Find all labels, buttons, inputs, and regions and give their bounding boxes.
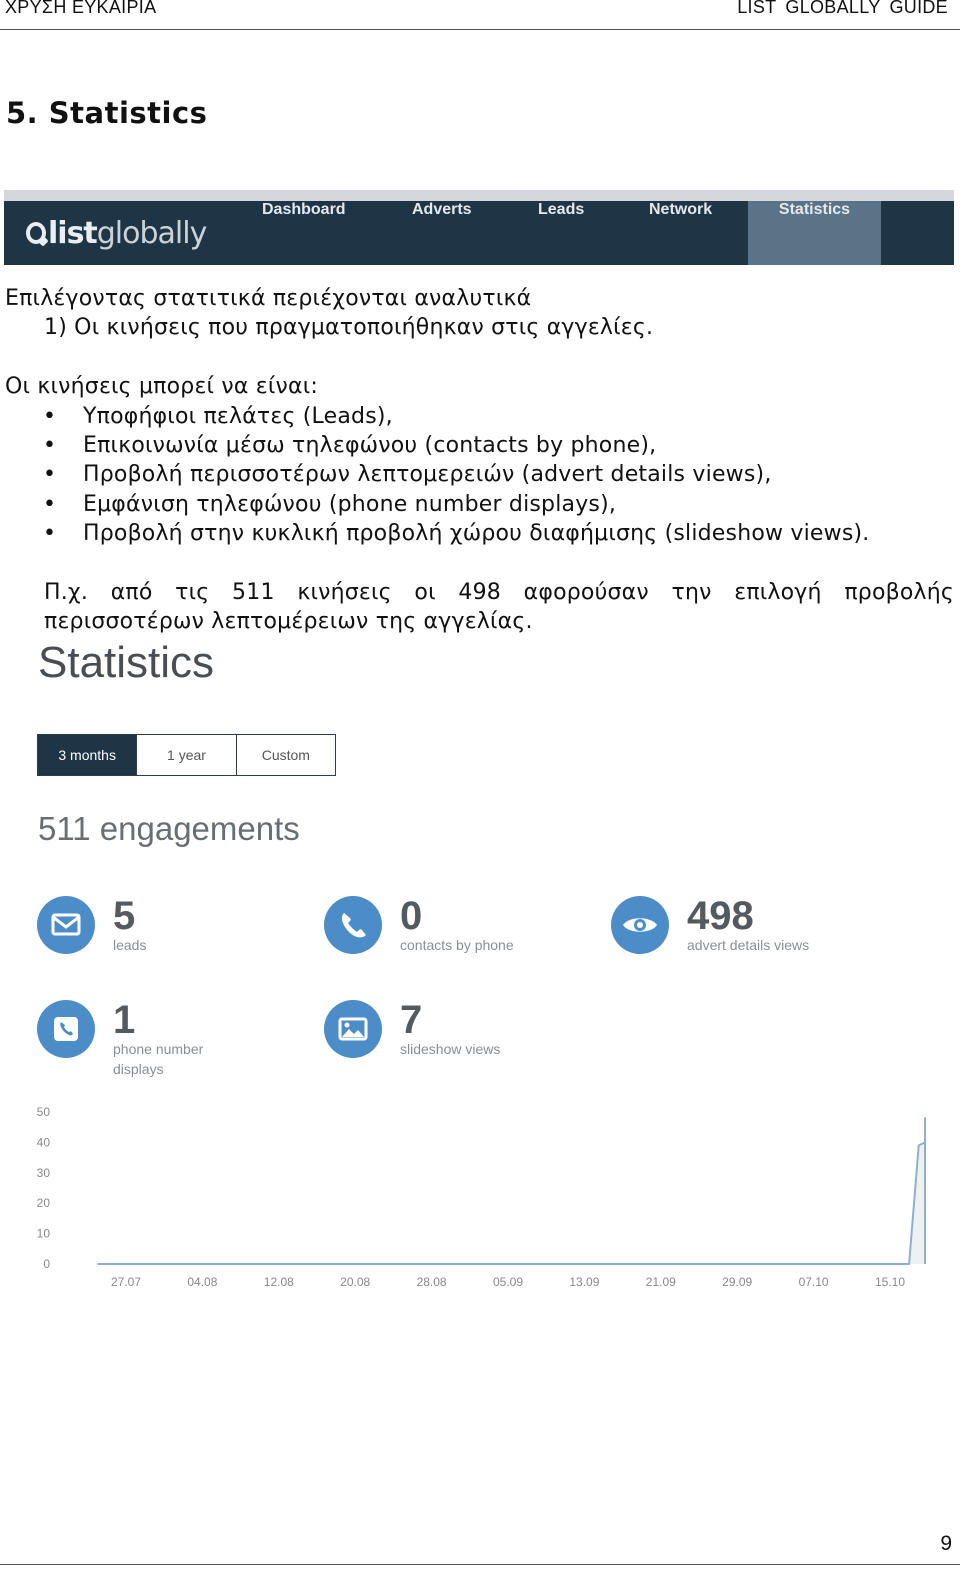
series-line (97, 1118, 925, 1264)
y-tick-label: 20 (36, 1196, 50, 1211)
intro-line-1: Επιλέγοντας στατιτικά περιέχονται αναλυτικά (5, 286, 532, 311)
x-tick-label: 12.08 (263, 1275, 294, 1289)
bullet-dot: • (43, 521, 56, 546)
envelope-icon (37, 896, 95, 954)
metric-label-phone-displays-line2: displays (113, 1061, 164, 1077)
intro-line-3: Οι κινήσεις μπορεί να είναι: (5, 374, 318, 399)
y-tick-label: 0 (43, 1257, 50, 1271)
bullet-item: Προβολή περισσοτέρων λεπτομερειών (advert details views), (83, 462, 772, 487)
eye-icon (611, 896, 669, 954)
x-tick-label: 28.08 (416, 1275, 447, 1289)
x-tick-label: 07.10 (798, 1275, 829, 1289)
x-tick-label: 15.10 (874, 1275, 906, 1289)
navbar (4, 201, 954, 265)
metric-value-phone-displays: 1 (113, 998, 136, 1042)
engagements-chart (0, 1100, 960, 1300)
phone-icon (324, 896, 382, 954)
bullet-item: Επικοινωνία μέσω τηλεφώνου (contacts by phone), (83, 433, 657, 458)
bullet-item: Εμφάνιση τηλεφώνου (phone number displays), (83, 492, 617, 517)
y-tick-label: 40 (36, 1135, 50, 1150)
series-area (97, 1118, 925, 1264)
tab-custom[interactable]: Custom (236, 735, 335, 775)
metric-value-contacts: 0 (400, 894, 423, 938)
example-line-2: περισσοτέρων λεπτομέρειων της αγγελίας. (44, 609, 533, 634)
metric-value-slideshow: 7 (400, 998, 423, 1042)
y-tick-label: 10 (36, 1226, 50, 1241)
image-icon (324, 1000, 382, 1058)
example-line-1: Π.χ. από τις 511 κινήσεις οι 498 αφορούσαν την επιλογή προβολής (44, 580, 954, 605)
metric-label-phone-displays-line1: phone number (113, 1041, 204, 1057)
bullet-dot: • (43, 462, 56, 487)
footer-rule (0, 1564, 960, 1565)
nav-item-adverts[interactable]: Adverts (412, 201, 472, 218)
x-tick-label: 27.07 (110, 1275, 142, 1289)
metric-value-leads: 5 (113, 894, 136, 938)
logo-text-bold: list (48, 215, 97, 251)
metric-label-contacts: contacts by phone (400, 937, 514, 953)
page-number: 9 (940, 1532, 952, 1555)
x-tick-label: 29.09 (722, 1275, 753, 1289)
logo[interactable] (26, 215, 206, 251)
running-header (0, 0, 960, 30)
tab-1-year[interactable]: 1 year (136, 735, 235, 775)
period-tabs (37, 734, 336, 776)
nav-item-statistics[interactable]: Statistics (748, 201, 881, 265)
metric-label-advert-views: advert details views (687, 937, 810, 953)
statistics-heading: Statistics (38, 638, 215, 687)
navbar-top-strip (4, 190, 954, 201)
y-tick-label: 30 (36, 1165, 50, 1180)
bullet-dot: • (43, 492, 56, 517)
x-tick-label: 05.09 (492, 1275, 524, 1289)
metric-label-slideshow: slideshow views (400, 1041, 501, 1057)
section-title: 5. Statistics (6, 96, 208, 130)
tab-3-months[interactable]: 3 months (38, 735, 136, 775)
nav-item-network[interactable]: Network (649, 201, 713, 218)
engagements-total: 511 engagements (38, 810, 300, 847)
nav-item-dashboard[interactable]: Dashboard (262, 201, 346, 218)
header-left: ΧΡΥΣΗ ΕΥΚΑΙΡΙΑ (5, 0, 157, 17)
metric-value-advert-views: 498 (687, 894, 754, 938)
intro-line-2: 1) Οι κινήσεις που πραγματοποιήθηκαν στις αγγελίες. (44, 315, 654, 340)
y-tick-label: 50 (36, 1105, 50, 1119)
x-tick-label: 21.09 (645, 1275, 676, 1289)
header-right: LIST GLOBALLY GUIDE (737, 0, 948, 17)
nav-item-leads[interactable]: Leads (538, 201, 585, 218)
bullet-dot: • (43, 404, 56, 429)
phone-square-icon (37, 1000, 95, 1058)
metric-label-leads: leads (113, 937, 147, 953)
logo-mark-icon (26, 222, 46, 244)
x-tick-label: 20.08 (340, 1275, 371, 1289)
bullet-dot: • (43, 433, 56, 458)
bullet-item: Υποφήφιοι πελάτες (Leads), (83, 404, 393, 429)
bullet-item: Προβολή στην κυκλική προβολή χώρου διαφήμισης (slideshow views). (83, 521, 870, 546)
x-tick-label: 13.09 (569, 1275, 600, 1289)
logo-text-light: globally (96, 215, 207, 251)
x-tick-label: 04.08 (187, 1275, 218, 1289)
